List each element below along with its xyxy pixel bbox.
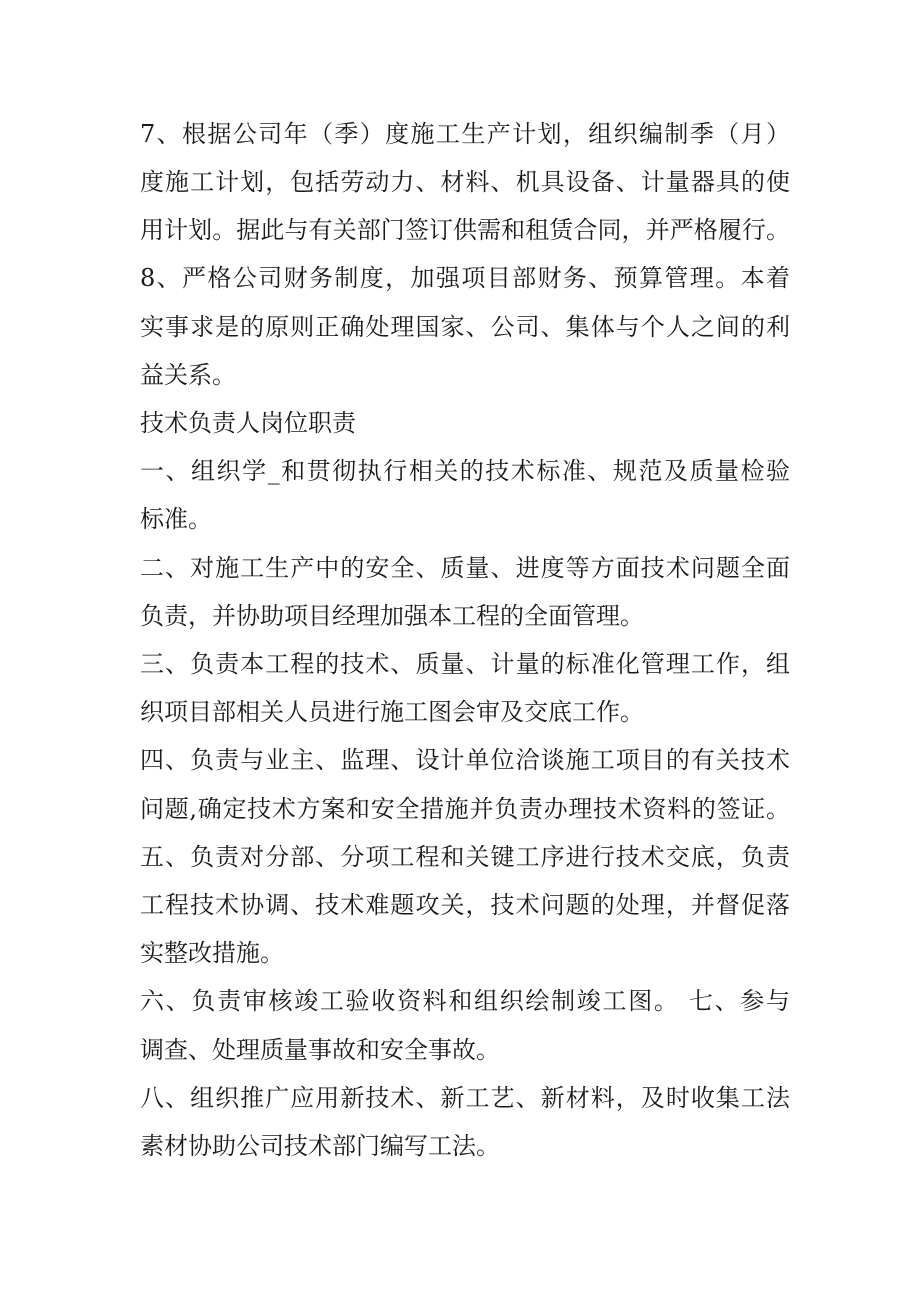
text-line: 织项目部相关人员进行施工图会审及交底工作。 [140, 698, 644, 726]
section-heading: 技术负责人岗位职责 [140, 409, 356, 437]
text-line: 二、对施工生产中的安全、质量、进度等方面技术问题全面 [140, 554, 790, 582]
text-line: 问题,确定技术方案和安全措施并负责办理技术资料的签证。 [140, 795, 790, 823]
text-line: 素材协助公司技术部门编写工法。 [140, 1132, 500, 1160]
text-line: 一、组织学_和贯彻执行相关的技术标准、规范及质量检验 [140, 457, 790, 485]
text-line: 标准。 [140, 505, 212, 533]
text-line: 度施工计划，包括劳动力、材料、机具设备、计量器具的使 [140, 168, 790, 196]
text-line: 实事求是的原则正确处理国家、公司、集体与个人之间的利 [140, 313, 790, 341]
text-line: 六、负责审核竣工验收资料和组织绘制竣工图。 七、参与 [140, 987, 790, 1015]
text-line: 负责，并协助项目经理加强本工程的全面管理。 [140, 602, 644, 630]
text-line: 调查、处理质量事故和安全事故。 [140, 1036, 500, 1064]
text-line: 五、负责对分部、分项工程和关键工序进行技术交底，负责 [140, 843, 790, 871]
text-line: 用计划。据此与有关部门签订供需和租赁合同，并严格履行。 [140, 216, 790, 244]
text-line: 8、严格公司财务制度，加强项目部财务、预算管理。本着 [140, 264, 790, 292]
text-line: 工程技术协调、技术难题攻关，技术问题的处理，并督促落 [140, 891, 790, 919]
text-line: 实整改措施。 [140, 939, 284, 967]
text-line: 八、组织推广应用新技术、新工艺、新材料，及时收集工法 [140, 1084, 790, 1112]
text-line: 7、根据公司年（季）度施工生产计划，组织编制季（月） [140, 120, 790, 148]
text-line: 四、负责与业主、监理、设计单位洽谈施工项目的有关技术 [140, 746, 790, 774]
text-line: 三、负责本工程的技术、质量、计量的标准化管理工作，组 [140, 650, 790, 678]
text-line: 益关系。 [140, 361, 236, 389]
